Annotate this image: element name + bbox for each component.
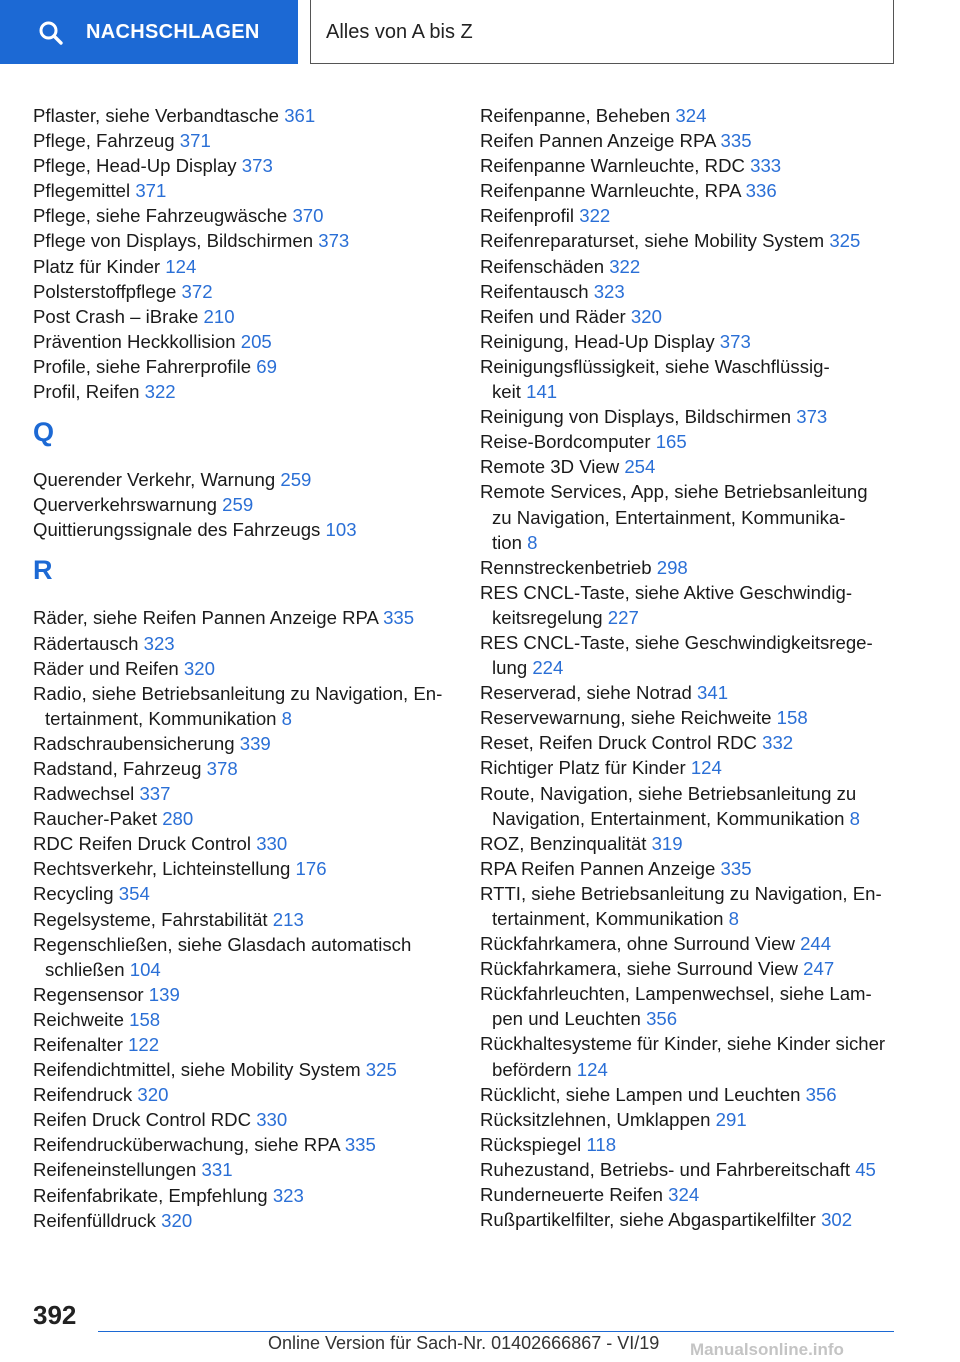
index-entry <box>480 680 910 705</box>
index-entry <box>33 1007 453 1032</box>
page-link[interactable]: 371 <box>135 180 167 202</box>
page-link[interactable]: 324 <box>675 105 707 126</box>
page-link[interactable]: 371 <box>179 130 211 152</box>
page-link[interactable]: 8 <box>728 908 740 929</box>
index-entry-text: Remote 3D View <box>480 456 620 478</box>
index-entry-text: Radio, siehe Betriebsanleitung zu Navigation, En‐ <box>33 682 443 704</box>
index-entry-text: Pflege, Fahrzeug <box>33 130 175 152</box>
index-entry <box>480 1082 910 1107</box>
page-link[interactable]: 323 <box>593 280 625 302</box>
index-entry-text: Route, Navigation, siehe Betriebsanleitung zu <box>480 782 857 804</box>
index-entry-text: Reifenfülldruck <box>33 1209 156 1231</box>
page-link[interactable]: 373 <box>318 230 350 252</box>
page-link[interactable]: 330 <box>256 1109 288 1131</box>
page-link[interactable]: 139 <box>148 983 180 1005</box>
page-link[interactable]: 45 <box>855 1158 876 1180</box>
page-link[interactable]: 227 <box>607 606 639 628</box>
index-entry <box>33 1157 453 1182</box>
index-entry-text: Reifenschäden <box>480 255 605 277</box>
index-entry-text: Reifenalter <box>33 1034 123 1055</box>
index-entry-text: RES CNCL-Taste, siehe Aktive Geschwindig‐ <box>480 581 853 603</box>
index-entry <box>33 1132 453 1157</box>
watermark: Manualsonline.info <box>690 1340 844 1359</box>
index-entry-text: tion <box>492 531 522 553</box>
index-entry <box>33 492 453 517</box>
index-entry <box>33 379 453 404</box>
index-entry <box>33 517 453 542</box>
index-entry <box>33 856 453 881</box>
index-entry <box>33 932 453 982</box>
index-entry <box>33 304 453 329</box>
page-link[interactable]: 158 <box>129 1008 161 1030</box>
index-entry <box>480 354 910 404</box>
index-entry-text: Rückfahrleuchten, Lampenwechsel, siehe Lam‐ <box>480 983 872 1005</box>
page-link[interactable]: 320 <box>137 1084 169 1106</box>
index-entry-text: Reset, Reifen Druck Control RDC <box>480 732 757 754</box>
index-entry <box>33 228 453 253</box>
index-entry-text: Reinigung von Displays, Bildschirmen <box>480 406 792 428</box>
page-link[interactable]: 330 <box>256 833 288 855</box>
index-entry-text: Reifenpanne Warnleuchte, RDC <box>480 155 745 177</box>
page-link[interactable]: 335 <box>383 607 415 629</box>
index-entry <box>480 228 910 253</box>
index-column-left <box>33 103 453 1233</box>
index-entry-text: Runderneuerte Reifen <box>480 1184 663 1206</box>
index-entry-text: Pflege, siehe Fahrzeugwäsche <box>33 205 288 227</box>
page-link[interactable]: 259 <box>280 469 312 491</box>
index-entry <box>480 1107 910 1132</box>
index-entry-text: Pflege von Displays, Bildschirmen <box>33 230 314 252</box>
section-letter: Q <box>33 417 55 448</box>
index-entry-text: Querender Verkehr, Warnung <box>33 469 276 491</box>
index-entry <box>33 1208 453 1233</box>
index-entry <box>480 555 910 580</box>
index-entry <box>480 254 910 279</box>
index-entry-text: Rußpartikelfilter, siehe Abgaspartikelfilter <box>480 1209 816 1231</box>
index-entry <box>480 404 910 429</box>
index-entry <box>480 781 910 831</box>
page-link[interactable]: 324 <box>668 1184 700 1206</box>
index-entry-text: Regenschließen, siehe Glasdach automatisch <box>33 933 412 955</box>
index-entry-text: Reifeneinstellungen <box>33 1159 197 1181</box>
page-link[interactable]: 336 <box>745 180 777 202</box>
page-link[interactable]: 373 <box>719 330 751 352</box>
search-tab-label: NACHSCHLAGEN <box>86 21 260 43</box>
index-entry <box>33 178 453 203</box>
page-link[interactable]: 259 <box>222 494 254 516</box>
section-letter: R <box>33 555 53 586</box>
section-tab-label: Alles von A bis Z <box>326 21 473 43</box>
index-entry-text: Reifenpanne Warnleuchte, RPA <box>480 180 741 202</box>
page-link[interactable]: 69 <box>256 355 277 377</box>
index-entry-text: Rückfahrkamera, ohne Surround View <box>480 933 795 955</box>
index-entry-text: Pflege, Head-Up Display <box>33 155 237 177</box>
page-link[interactable]: 320 <box>630 305 662 327</box>
index-entry-text: keitsregelung <box>492 606 603 628</box>
index-entry <box>480 1157 910 1182</box>
page-link[interactable]: 378 <box>206 757 238 779</box>
page-link[interactable]: 322 <box>609 255 641 277</box>
index-entry <box>33 656 453 681</box>
index-entry-text: RTTI, siehe Betriebsanleitung zu Navigation, En‐ <box>480 882 882 904</box>
index-entry-text: Radstand, Fahrzeug <box>33 757 202 779</box>
index-entry <box>33 756 453 781</box>
page-link[interactable]: 354 <box>118 883 150 905</box>
index-entry <box>480 881 910 931</box>
page-link[interactable]: 8 <box>527 531 538 553</box>
page-link[interactable]: 244 <box>800 933 832 955</box>
index-entry-text: Rechtsverkehr, Lichteinstellung <box>33 858 291 880</box>
search-tab[interactable] <box>0 0 298 64</box>
index-entry-text: Reifendrucküberwachung, siehe RPA <box>33 1134 340 1156</box>
index-entry-text: Platz für Kinder <box>33 255 161 277</box>
page-link[interactable]: 124 <box>165 255 197 277</box>
index-entry-text: Radschraubensicherung <box>33 732 235 754</box>
index-entry-text: Profil, Reifen <box>33 381 140 403</box>
index-entry <box>33 1183 453 1208</box>
index-entry-text: Post Crash – iBrake <box>33 305 199 327</box>
page-link[interactable]: 323 <box>272 1184 304 1206</box>
page-link[interactable]: 104 <box>129 958 161 980</box>
index-entry <box>33 631 453 656</box>
page-link[interactable]: 373 <box>796 406 828 428</box>
page-link[interactable]: 335 <box>720 130 752 152</box>
index-entry-text: Reichweite <box>33 1008 124 1030</box>
index-entry <box>33 1032 453 1057</box>
index-entry <box>480 103 910 128</box>
index-entry-text: Reinigungsflüssigkeit, siehe Waschflüssig‐ <box>480 355 830 377</box>
index-entry-text: Reifendichtmittel, siehe Mobility System <box>33 1059 361 1081</box>
index-entry <box>33 1057 453 1082</box>
page-link[interactable]: 361 <box>284 105 316 126</box>
header <box>0 0 960 66</box>
page-link[interactable]: 124 <box>690 757 722 779</box>
index-entry <box>480 1207 910 1232</box>
index-entry-text: Reinigung, Head-Up Display <box>480 330 715 352</box>
page-link[interactable]: 325 <box>365 1059 397 1081</box>
index-entry-text: Quittierungssignale des Fahrzeugs <box>33 519 321 541</box>
index-entry <box>480 705 910 730</box>
index-entry-text: befördern <box>492 1058 572 1080</box>
page-link[interactable]: 8 <box>849 807 860 829</box>
index-entry <box>480 479 910 554</box>
index-entry <box>480 429 910 454</box>
index-entry <box>480 981 910 1031</box>
index-entry-text: Ruhezustand, Betriebs- und Fahrbereitschaft <box>480 1158 851 1180</box>
index-entry-text: RPA Reifen Pannen Anzeige <box>480 857 716 879</box>
index-entry-text: Rücksitzlehnen, Umklappen <box>480 1108 711 1130</box>
index-entry <box>480 128 910 153</box>
index-entry <box>33 605 453 630</box>
index-entry-text: Polsterstoffpflege <box>33 280 177 302</box>
index-entry-text: Navigation, Entertainment, Kommunikation <box>492 807 845 829</box>
index-entry <box>480 630 910 680</box>
index-entry-text: Rückfahrkamera, siehe Surround View <box>480 958 798 980</box>
page-link[interactable]: 323 <box>143 632 175 654</box>
page-link[interactable]: 141 <box>526 381 558 403</box>
index-entry-text: Pflegemittel <box>33 180 131 202</box>
index-entry-text: tertainment, Kommunikation <box>45 707 277 729</box>
page-link[interactable]: 370 <box>292 205 324 227</box>
index-entry <box>480 730 910 755</box>
index-entry-text: Radwechsel <box>33 783 135 805</box>
index-entry-text: Reifenreparaturset, siehe Mobility System <box>480 230 825 252</box>
index-entry-text: zu Navigation, Entertainment, Kommunika‐ <box>492 506 846 528</box>
index-entry-text: schließen <box>45 958 125 980</box>
index-entry-text: Regelsysteme, Fahrstabilität <box>33 908 268 930</box>
index-entry-text: RES CNCL-Taste, siehe Geschwindigkeitsrege‐ <box>480 631 873 653</box>
index-entry <box>33 907 453 932</box>
footer-divider <box>98 1331 894 1332</box>
index-entry <box>33 254 453 279</box>
index-entry-text: Rückhaltesysteme für Kinder, siehe Kinder sicher <box>480 1033 886 1055</box>
index-entry-text: Reifenfabrikate, Empfehlung <box>33 1184 268 1206</box>
index-entry-text: Reifenprofil <box>480 205 575 227</box>
index-entry <box>480 1182 910 1207</box>
index-entry <box>33 881 453 906</box>
index-entry-text: Reifen und Räder <box>480 305 626 327</box>
page-link[interactable]: 322 <box>579 205 611 227</box>
index-entry-text: lung <box>492 657 528 679</box>
page-link[interactable]: 339 <box>239 732 271 754</box>
page-link[interactable]: 356 <box>805 1083 837 1105</box>
page-link[interactable]: 331 <box>201 1159 233 1181</box>
index-entry <box>33 781 453 806</box>
index-entry-text: Räder und Reifen <box>33 657 179 679</box>
index-entry <box>33 731 453 756</box>
page-link[interactable]: 322 <box>144 381 176 403</box>
index-entry-text: pen und Leuchten <box>492 1008 641 1030</box>
page-link[interactable]: 176 <box>295 858 327 880</box>
page-link[interactable]: 8 <box>281 707 293 729</box>
index-entry-text: Reifen Druck Control RDC <box>33 1109 252 1131</box>
index-entry <box>480 1132 910 1157</box>
search-icon <box>38 20 64 46</box>
index-entry <box>480 931 910 956</box>
index-entry <box>33 329 453 354</box>
index-entry <box>33 354 453 379</box>
index-entry <box>33 831 453 856</box>
index-entry <box>33 128 453 153</box>
page-link[interactable]: 341 <box>697 682 729 704</box>
index-entry <box>33 806 453 831</box>
index-entry-text: Remote Services, App, siehe Betriebsanleitung <box>480 481 868 503</box>
index-entry <box>33 103 453 128</box>
page-link[interactable]: 333 <box>750 155 782 177</box>
index-entry <box>33 279 453 304</box>
page-number: 392 <box>33 1300 77 1330</box>
index-entry-text: Reserverad, siehe Notrad <box>480 682 692 704</box>
page-link[interactable]: 205 <box>240 330 272 352</box>
page-link[interactable]: 213 <box>272 908 304 930</box>
index-entry-text: Reifen Pannen Anzeige RPA <box>480 130 716 152</box>
page-link[interactable]: 210 <box>203 305 235 327</box>
index-entry-text: tertainment, Kommunikation <box>492 908 724 929</box>
index-entry <box>480 1031 910 1081</box>
page-link[interactable]: 247 <box>803 958 835 980</box>
index-entry-text: RDC Reifen Druck Control <box>33 833 252 855</box>
index-entry-text: Reservewarnung, siehe Reichweite <box>480 707 772 729</box>
index-entry-text: Reifenpanne, Beheben <box>480 105 671 126</box>
page-link[interactable]: 356 <box>646 1008 678 1030</box>
page-link[interactable]: 118 <box>586 1133 617 1155</box>
index-entry-text: Richtiger Platz für Kinder <box>480 757 686 779</box>
index-entry-text: Rückspiegel <box>480 1133 582 1155</box>
index-entry-text: Reifentausch <box>480 280 589 302</box>
index-entry-text: Recycling <box>33 883 114 905</box>
index-entry-text: Profile, siehe Fahrerprofile <box>33 355 252 377</box>
index-entry-text: ROZ, Benzinqualität <box>480 832 647 854</box>
page-link[interactable]: 280 <box>162 808 194 830</box>
page-link[interactable]: 372 <box>181 280 213 302</box>
index-column-right <box>480 103 910 1232</box>
index-entry-text: Raucher-Paket <box>33 808 158 830</box>
page-link[interactable]: 224 <box>532 657 564 679</box>
page-link[interactable]: 319 <box>651 832 683 854</box>
online-version-text: Online Version für Sach-Nr. 01402666867 - VI/19 <box>268 1333 660 1353</box>
index-entry <box>480 329 910 354</box>
page-link[interactable]: 373 <box>241 155 273 177</box>
index-entry <box>33 681 453 731</box>
index-entry <box>480 956 910 981</box>
index-entry-text: Pflaster, siehe Verbandtasche <box>33 105 280 126</box>
index-entry-text: Prävention Heckkollision <box>33 330 236 352</box>
index-entry <box>480 203 910 228</box>
index-entry <box>480 755 910 780</box>
page-link[interactable]: 103 <box>325 519 357 541</box>
page-link[interactable]: 337 <box>139 783 171 805</box>
index-entry <box>33 203 453 228</box>
index-entry-text: Räder, siehe Reifen Pannen Anzeige RPA <box>33 607 378 629</box>
page-link[interactable]: 298 <box>656 556 688 578</box>
index-entry <box>33 1107 453 1132</box>
page-link[interactable]: 124 <box>576 1058 608 1080</box>
index-entry-text: Reise-Bordcomputer <box>480 431 651 453</box>
index-entry <box>480 856 910 881</box>
index-entry <box>33 1082 453 1107</box>
page-link[interactable]: 320 <box>183 657 215 679</box>
section-tab[interactable] <box>310 0 894 64</box>
index-entry-text: keit <box>492 381 521 403</box>
page-link[interactable]: 122 <box>128 1034 160 1055</box>
index-entry-text: Querverkehrswarnung <box>33 494 217 516</box>
index-entry <box>33 153 453 178</box>
page-link[interactable]: 291 <box>715 1108 747 1130</box>
index-entry <box>480 178 910 203</box>
index-entry-text: Reifendruck <box>33 1084 133 1106</box>
page-link[interactable]: 335 <box>344 1134 376 1156</box>
index-entry <box>480 454 910 479</box>
page-link[interactable]: 158 <box>776 707 808 729</box>
index-entry <box>33 467 453 492</box>
index-entry-text: Rücklicht, siehe Lampen und Leuchten <box>480 1083 801 1105</box>
index-entry <box>480 580 910 630</box>
page-link[interactable]: 254 <box>624 456 656 478</box>
page-link[interactable]: 335 <box>720 857 752 879</box>
page-link[interactable]: 302 <box>821 1209 853 1231</box>
index-entry <box>480 831 910 856</box>
page-link[interactable]: 332 <box>762 732 794 754</box>
index-entry-text: Rennstreckenbetrieb <box>480 556 652 578</box>
index-entry <box>480 304 910 329</box>
index-entry <box>480 279 910 304</box>
page-link[interactable]: 165 <box>655 431 687 453</box>
index-entry-text: Rädertausch <box>33 632 139 654</box>
index-entry <box>480 153 910 178</box>
page-link[interactable]: 320 <box>161 1209 193 1231</box>
page-link[interactable]: 325 <box>829 230 861 252</box>
index-entry <box>33 982 453 1007</box>
index-entry-text: Regensensor <box>33 983 144 1005</box>
